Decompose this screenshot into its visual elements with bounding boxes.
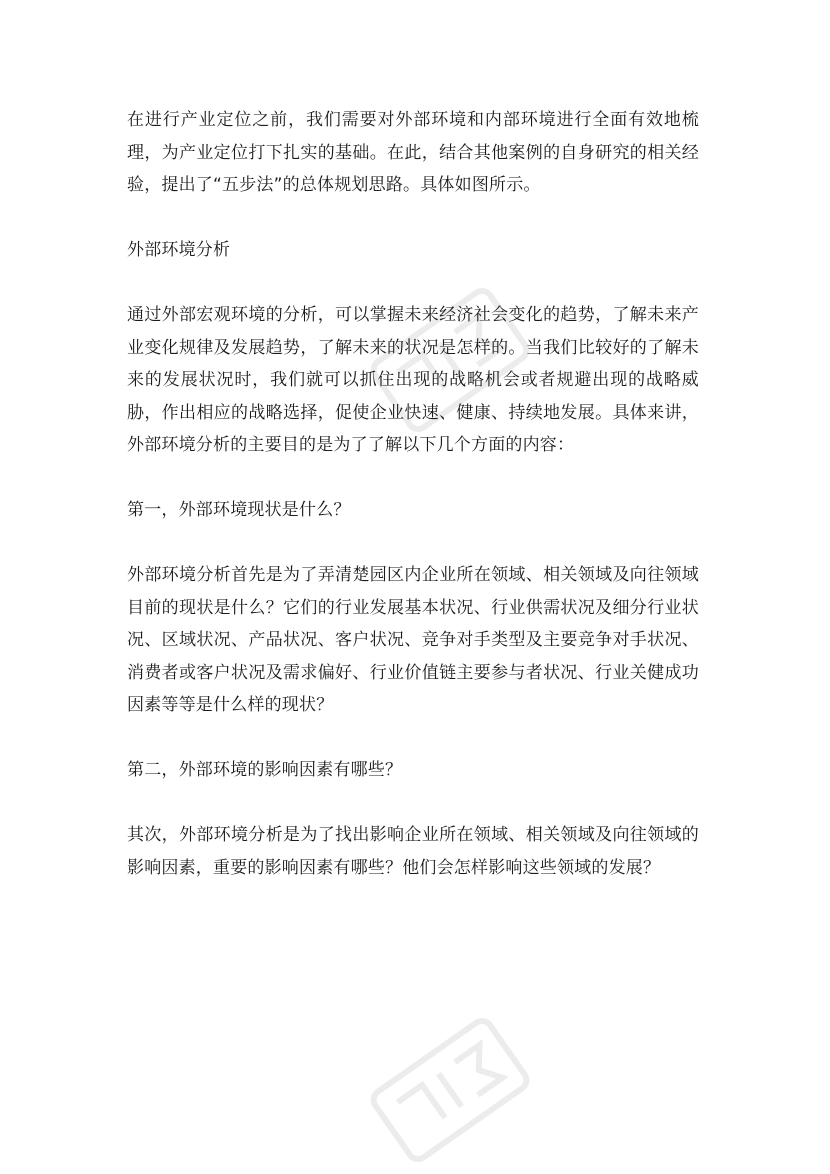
first-point-paragraph: 外部环境分析首先是为了弄清楚园区内企业所在领域、相关领域及向往领域目前的现状是什么？它们的行业发展基本状况、行业供需状况及细分行业状况、区域状况、产品状况、客户状况、竞争对手类型及主要竞争对手状况、消费者或客户状况及需求偏好、行业价值链主要参与者状况、行业关健成功因素等等是什么样的现状？ (127, 565, 699, 715)
external-analysis-paragraph: 通过外部宏观环境的分析，可以掌握未来经济社会变化的趋势，了解未来产业变化规律及发展趋势，了解未来的状况是怎样的。当我们比较好的了解未来的发展状况时，我们就可以抓住出现的战略机会或者规避出现的战略威胁，作出相应的战略选择，促使企业快速、健康、持续地发展。具体来讲，外部环境分析的主要目的是为了了解以下几个方面的内容： (127, 305, 699, 455)
second-point-paragraph: 其次，外部环境分析是为了找出影响企业所在领域、相关领域及向往领域的影响因素，重要的影响因素有哪些？他们会怎样影响这些领域的发展？ (127, 825, 699, 878)
watermark-stamp-icon (360, 1010, 540, 1170)
section-heading-external-analysis: 外部环境分析 (127, 240, 231, 260)
intro-paragraph: 在进行产业定位之前，我们需要对外部环境和内部环境进行全面有效地梳理，为产业定位打下扎实的基础。在此，结合其他案例的自身研究的相关经验，提出了“五步法”的总体规划思路。具体如图所示。 (127, 110, 699, 195)
document-body (127, 104, 699, 917)
subheading-second: 第二，外部环境的影响因素有哪些？ (127, 760, 403, 780)
subheading-first: 第一，外部环境现状是什么？ (127, 500, 351, 520)
